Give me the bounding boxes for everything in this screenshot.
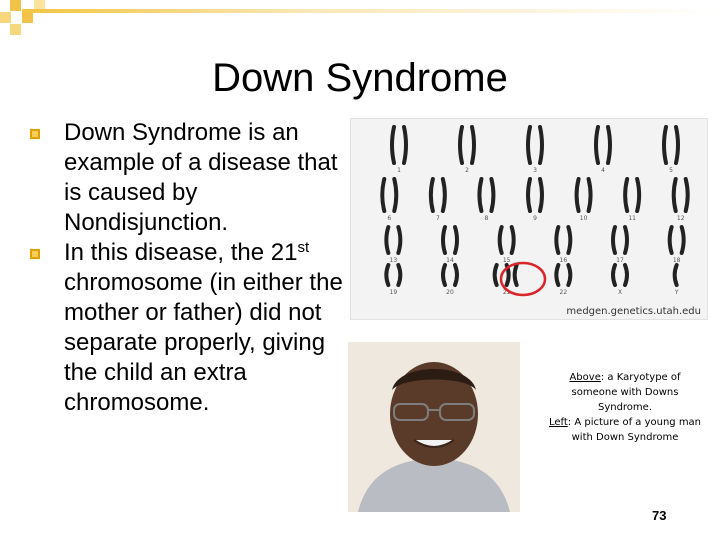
chromosome-X: [625, 265, 627, 285]
chromosome-22: [568, 265, 570, 285]
chromosome-22: [556, 265, 558, 285]
chromosome-6: [382, 179, 384, 211]
chromosome-5: [676, 127, 678, 163]
bullet-square-icon: [30, 249, 40, 259]
chromosome-14: [455, 227, 457, 253]
chromosome-number-label: 19: [389, 289, 398, 296]
chromosome-7: [443, 179, 445, 211]
chromosome-14: [443, 227, 445, 253]
bullet-item: [30, 238, 350, 418]
bullet-text: Down Syndrome is an example of a disease that is caused by Nondisjunction.: [64, 119, 338, 236]
chromosome-8: [479, 179, 481, 211]
chromosome-17: [613, 227, 615, 253]
portrait-illustration: [348, 342, 520, 512]
chromosome-12: [674, 179, 676, 211]
chromosome-13: [386, 227, 388, 253]
bullet-item: [30, 118, 350, 238]
chromosome-number-label: 7: [435, 215, 440, 222]
caption-above-text: : a Karyotype of someone with Downs Syndrome.: [571, 372, 681, 413]
chromosome-5: [664, 127, 666, 163]
chromosome-9: [540, 179, 542, 211]
chromosome-number-label: 12: [676, 215, 685, 222]
chromosome-1: [392, 127, 394, 163]
chromosome-21: [495, 265, 497, 285]
karyotype-source: medgen.genetics.utah.edu: [566, 306, 701, 317]
chromosome-13: [398, 227, 400, 253]
chromosome-1: [404, 127, 406, 163]
chromosome-number-label: 6: [387, 215, 392, 222]
chromosome-number-label: 14: [446, 257, 454, 264]
chromosome-18: [682, 227, 684, 253]
chromosome-10: [577, 179, 579, 211]
chromosome-4: [608, 127, 610, 163]
chromosome-number-label: X: [617, 289, 623, 296]
slide-title: Down Syndrome: [212, 56, 508, 100]
bullet-text-end: chromosome (in either the mother or father) did not separate properly, giving the child an extra chromosome.: [64, 269, 343, 416]
chromosome-3: [528, 127, 530, 163]
chromosome-number-label: 20: [446, 289, 454, 296]
young-man-photo: [348, 342, 520, 512]
chromosome-number-label: 8: [484, 215, 489, 222]
bullet-square-icon: [30, 129, 40, 139]
chromosome-number-label: 2: [465, 167, 469, 174]
chromosome-11: [625, 179, 627, 211]
bullet-text-start: In this disease, the 21: [64, 239, 298, 266]
chromosome-number-label: Y: [674, 289, 679, 296]
chromosome-number-label: 15: [502, 257, 511, 264]
karyotype-chromosomes: [351, 119, 707, 319]
chromosome-7: [431, 179, 433, 211]
caption-left-text: : A picture of a young man with Down Syndrome: [567, 417, 702, 443]
chromosome-19: [398, 265, 400, 285]
chromosome-number-label: 9: [533, 215, 537, 222]
chromosome-number-label: 3: [533, 167, 537, 174]
chromosome-21: [515, 265, 517, 285]
chromosome-number-label: 21: [502, 289, 511, 296]
top-accent-line: [22, 9, 720, 13]
chromosome-number-label: 17: [616, 257, 624, 264]
chromosome-20: [455, 265, 457, 285]
chromosome-number-label: 18: [672, 257, 681, 264]
chromosome-8: [491, 179, 493, 211]
chromosome-Y: [675, 265, 677, 285]
chromosome-15: [512, 227, 514, 253]
corner-decoration: [0, 0, 60, 44]
chromosome-12: [686, 179, 688, 211]
chromosome-16: [568, 227, 570, 253]
chromosome-6: [394, 179, 396, 211]
bullet-list: [30, 118, 350, 418]
caption-left-label: Left: [548, 417, 568, 428]
image-caption: [548, 370, 702, 445]
chromosome-11: [637, 179, 639, 211]
karyotype-image: [350, 118, 708, 320]
chromosome-number-label: 10: [579, 215, 588, 222]
chromosome-X: [613, 265, 615, 285]
chromosome-number-label: 1: [397, 167, 401, 174]
chromosome-3: [540, 127, 542, 163]
chromosome-17: [625, 227, 627, 253]
chromosome-19: [386, 265, 388, 285]
ordinal-superscript: st: [297, 239, 310, 256]
chromosome-20: [443, 265, 445, 285]
chromosome-number-label: 4: [601, 167, 605, 174]
chromosome-15: [500, 227, 502, 253]
chromosome-number-label: 13: [389, 257, 398, 264]
page-number: 73: [652, 508, 667, 523]
chromosome-18: [670, 227, 672, 253]
chromosome-4: [596, 127, 598, 163]
chromosome-number-label: 5: [669, 167, 673, 174]
chromosome-10: [589, 179, 591, 211]
chromosome-9: [528, 179, 530, 211]
chromosome-number-label: 22: [559, 289, 568, 296]
chromosome-16: [556, 227, 558, 253]
chromosome-number-label: 16: [559, 257, 568, 264]
caption-above-label: Above: [569, 372, 601, 383]
chromosome-2: [472, 127, 474, 163]
chromosome-2: [460, 127, 462, 163]
chromosome-number-label: 11: [628, 215, 636, 222]
